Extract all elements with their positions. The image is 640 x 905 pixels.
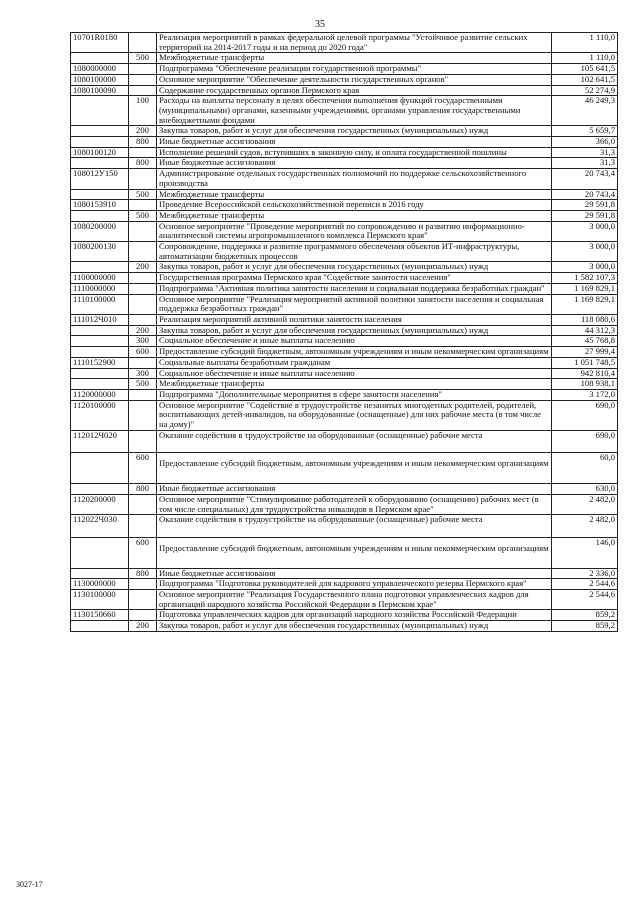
amount: 942 810,4 (552, 368, 618, 379)
target-article-code (71, 568, 129, 579)
item-name: Межбюджетные трансферты (157, 189, 552, 200)
table-row (71, 242, 618, 262)
target-article-code: 112022Ч030 (71, 515, 129, 538)
table-row (71, 515, 618, 538)
expense-type-code (129, 579, 157, 590)
item-name: Оказание содействия в трудоустройстве на оборудованные (оснащенные) рабочие места (157, 430, 552, 453)
amount: 1 110,0 (552, 53, 618, 64)
amount: 859,2 (552, 610, 618, 621)
table-row (71, 368, 618, 379)
expense-type-code: 200 (129, 262, 157, 273)
amount: 1 169 829,1 (552, 294, 618, 314)
target-article-code (71, 484, 129, 495)
amount: 29 591,8 (552, 200, 618, 211)
amount: 27 999,4 (552, 347, 618, 358)
amount: 690,0 (552, 400, 618, 430)
item-name: Сопровождение, поддержка и развитие программного обеспечения объектов ИТ-инфраструктуры, автоматизации бюджетных процессов (157, 242, 552, 262)
amount: 1 169 829,1 (552, 283, 618, 294)
expense-type-code (129, 610, 157, 621)
target-article-code: 1130000000 (71, 579, 129, 590)
item-name: Предоставление субсидий бюджетным, автономным учреждениям и иным некоммерческим организациям (157, 347, 552, 358)
target-article-code (71, 621, 129, 632)
expense-type-code: 100 (129, 96, 157, 126)
target-article-code (71, 537, 129, 568)
amount: 102 641,5 (552, 74, 618, 85)
target-article-code: 1080153910 (71, 200, 129, 211)
item-name: Подпрограмма "Дополнительные мероприятия в сфере занятости населения" (157, 389, 552, 400)
expense-type-code (129, 33, 157, 53)
item-name: Межбюджетные трансферты (157, 379, 552, 390)
amount: 690,0 (552, 430, 618, 453)
table-row (71, 610, 618, 621)
expense-type-code: 500 (129, 53, 157, 64)
item-name: Закупка товаров, работ и услуг для обеспечения государственных (муниципальных) нужд (157, 126, 552, 137)
target-article-code (71, 210, 129, 221)
expense-type-code (129, 357, 157, 368)
expense-type-code: 800 (129, 158, 157, 169)
table-row (71, 74, 618, 85)
table-row (71, 347, 618, 358)
expense-type-code (129, 494, 157, 514)
target-article-code: 1110152900 (71, 357, 129, 368)
table-row (71, 590, 618, 610)
amount: 5 659,7 (552, 126, 618, 137)
expense-type-code: 500 (129, 210, 157, 221)
table-row (71, 621, 618, 632)
amount: 118 080,6 (552, 314, 618, 325)
amount: 20 743,4 (552, 189, 618, 200)
item-name: Межбюджетные трансферты (157, 53, 552, 64)
expense-type-code (129, 74, 157, 85)
target-article-code: 1080200130 (71, 242, 129, 262)
item-name: Закупка товаров, работ и услуг для обеспечения государственных (муниципальных) нужд (157, 621, 552, 632)
budget-table (70, 32, 618, 632)
table-row (71, 262, 618, 273)
item-name: Основное мероприятие "Проведение мероприятий по сопровождению и развитию информационно-аналитической системы агропромышленного комплекса Пермского края" (157, 221, 552, 241)
expense-type-code (129, 221, 157, 241)
amount: 1 051 748,5 (552, 357, 618, 368)
target-article-code: 1110100000 (71, 294, 129, 314)
item-name: Предоставление субсидий бюджетным, автономным учреждениям и иным некоммерческим организациям (157, 537, 552, 568)
amount: 44 312,3 (552, 325, 618, 336)
target-article-code (71, 126, 129, 137)
amount: 3 000,0 (552, 221, 618, 241)
table-row (71, 484, 618, 495)
item-name: Проведение Всероссийской сельскохозяйственной переписи в 2016 году (157, 200, 552, 211)
table-row (71, 169, 618, 189)
item-name: Расходы на выплаты персоналу в целях обеспечения выполнения функций государственными (муниципальными) органами, казенными учреждениями, органами управления государственными внебюджетными фондами (157, 96, 552, 126)
amount: 3 000,0 (552, 242, 618, 262)
amount: 60,0 (552, 453, 618, 484)
target-article-code: 1120200000 (71, 494, 129, 514)
table-row (71, 294, 618, 314)
table-row (71, 85, 618, 96)
amount: 859,2 (552, 621, 618, 632)
table-row (71, 147, 618, 158)
amount: 1 110,0 (552, 33, 618, 53)
target-article-code: 1080100000 (71, 74, 129, 85)
amount: 29 591,8 (552, 210, 618, 221)
item-name: Предоставление субсидий бюджетным, автономным учреждениям и иным некоммерческим организациям (157, 453, 552, 484)
expense-type-code (129, 242, 157, 262)
target-article-code: 1120100000 (71, 400, 129, 430)
expense-type-code: 200 (129, 126, 157, 137)
target-article-code (71, 347, 129, 358)
item-name: Иные бюджетные ассигнования (157, 158, 552, 169)
expense-type-code: 300 (129, 368, 157, 379)
target-article-code: 108012У150 (71, 169, 129, 189)
item-name: Исполнение решений судов, вступивших в законную силу, и оплата государственной пошлины (157, 147, 552, 158)
item-name: Иные бюджетные ассигнования (157, 137, 552, 148)
amount: 366,0 (552, 137, 618, 148)
expense-type-code (129, 515, 157, 538)
amount: 31,3 (552, 158, 618, 169)
table-row (71, 453, 618, 484)
item-name: Закупка товаров, работ и услуг для обеспечения государственных (муниципальных) нужд (157, 325, 552, 336)
amount: 2 336,0 (552, 568, 618, 579)
amount: 3 172,0 (552, 389, 618, 400)
expense-type-code: 600 (129, 537, 157, 568)
amount: 2 544,6 (552, 579, 618, 590)
target-article-code: 1130150660 (71, 610, 129, 621)
target-article-code: 1120000000 (71, 389, 129, 400)
target-article-code (71, 453, 129, 484)
amount: 20 743,4 (552, 169, 618, 189)
table-row (71, 357, 618, 368)
expense-type-code (129, 400, 157, 430)
amount: 2 482,0 (552, 515, 618, 538)
expense-type-code: 800 (129, 484, 157, 495)
table-row (71, 336, 618, 347)
expense-type-code (129, 85, 157, 96)
amount: 45 768,8 (552, 336, 618, 347)
item-name: Содержание государственных органов Пермского края (157, 85, 552, 96)
target-article-code: 112012Ч020 (71, 430, 129, 453)
table-row (71, 494, 618, 514)
target-article-code: 1110000000 (71, 283, 129, 294)
expense-type-code (129, 430, 157, 453)
item-name: Подпрограмма "Обеспечение реализации государственной программы" (157, 64, 552, 75)
page-number: 35 (315, 19, 325, 30)
item-name: Реализация мероприятий в рамках федеральной целевой программы "Устойчивое развитие сельских территорий на 2014-2017 годы и на период до 2020 года" (157, 33, 552, 53)
expense-type-code: 600 (129, 453, 157, 484)
item-name: Подготовка управленческих кадров для организаций народного хозяйства Российской Федерации (157, 610, 552, 621)
target-article-code: 1080100120 (71, 147, 129, 158)
table-row (71, 96, 618, 126)
target-article-code: 111012Ч010 (71, 314, 129, 325)
table-row (71, 537, 618, 568)
target-article-code (71, 137, 129, 148)
amount: 52 274,9 (552, 85, 618, 96)
target-article-code (71, 262, 129, 273)
item-name: Администрирование отдельных государственных полномочий по поддержке сельскохозяйственного производства (157, 169, 552, 189)
target-article-code (71, 53, 129, 64)
expense-type-code (129, 294, 157, 314)
table-row (71, 210, 618, 221)
table-row (71, 314, 618, 325)
table-row (71, 53, 618, 64)
item-name: Подпрограмма "Подготовка руководителей для кадрового управленческого резерва Пермского края" (157, 579, 552, 590)
amount: 1 582 107,3 (552, 273, 618, 284)
expense-type-code: 800 (129, 137, 157, 148)
item-name: Социальное обеспечение и иные выплаты населению (157, 336, 552, 347)
table-row (71, 389, 618, 400)
expense-type-code (129, 389, 157, 400)
target-article-code: 10701R0180 (71, 33, 129, 53)
target-article-code: 1080100090 (71, 85, 129, 96)
item-name: Социальные выплаты безработным гражданам (157, 357, 552, 368)
table-row (71, 283, 618, 294)
expense-type-code: 300 (129, 336, 157, 347)
expense-type-code (129, 590, 157, 610)
item-name: Основное мероприятие "Реализация мероприятий активной политики занятости населения и социальная поддержка безработных граждан" (157, 294, 552, 314)
expense-type-code: 500 (129, 189, 157, 200)
amount: 2 544,6 (552, 590, 618, 610)
expense-type-code (129, 147, 157, 158)
target-article-code (71, 189, 129, 200)
table-row (71, 137, 618, 148)
item-name: Подпрограмма "Активная политика занятости населения и социальная поддержка безработных граждан" (157, 283, 552, 294)
item-name: Основное мероприятие "Содействие в трудоустройстве незанятых многодетных родителей, родителей, воспитывающих детей-инвалидов, на оборудованные (оснащенные) для них рабочие места (в том числе на дому)" (157, 400, 552, 430)
item-name: Основное мероприятие "Реализация Государственного плана подготовки управленческих кадров для организаций народного хозяйства Российской Федерации в Пермском крае" (157, 590, 552, 610)
expense-type-code: 200 (129, 325, 157, 336)
expense-type-code: 800 (129, 568, 157, 579)
amount: 2 482,0 (552, 494, 618, 514)
item-name: Иные бюджетные ассигнования (157, 568, 552, 579)
target-article-code (71, 336, 129, 347)
table-row (71, 379, 618, 390)
target-article-code: 1080000000 (71, 64, 129, 75)
amount: 108 938,1 (552, 379, 618, 390)
item-name: Иные бюджетные ассигнования (157, 484, 552, 495)
item-name: Основное мероприятие "Стимулирование работодателей к оборудованию (оснащению) рабочих мест (в том числе специальных) для трудоустройства инвалидов в Пермском крае" (157, 494, 552, 514)
target-article-code (71, 325, 129, 336)
table-row (71, 221, 618, 241)
item-name: Основное мероприятие "Обеспечение деятельности государственных органов" (157, 74, 552, 85)
amount: 146,0 (552, 537, 618, 568)
expense-type-code (129, 314, 157, 325)
item-name: Реализация мероприятий активной политики занятости населения (157, 314, 552, 325)
table-row (71, 325, 618, 336)
amount: 630,0 (552, 484, 618, 495)
item-name: Социальное обеспечение и иные выплаты населению (157, 368, 552, 379)
table-row (71, 430, 618, 453)
document-code: 3027-17 (16, 880, 43, 889)
target-article-code (71, 368, 129, 379)
target-article-code: 1130100000 (71, 590, 129, 610)
table-row (71, 158, 618, 169)
amount: 31,3 (552, 147, 618, 158)
table-row (71, 200, 618, 211)
table-row (71, 400, 618, 430)
target-article-code (71, 158, 129, 169)
table-row (71, 579, 618, 590)
target-article-code: 1080200000 (71, 221, 129, 241)
table-row (71, 64, 618, 75)
expense-type-code: 500 (129, 379, 157, 390)
target-article-code: 1100000000 (71, 273, 129, 284)
item-name: Межбюджетные трансферты (157, 210, 552, 221)
item-name: Закупка товаров, работ и услуг для обеспечения государственных (муниципальных) нужд (157, 262, 552, 273)
target-article-code (71, 379, 129, 390)
amount: 105 641,5 (552, 64, 618, 75)
item-name: Государственная программа Пермского края "Содействие занятости населения" (157, 273, 552, 284)
expense-type-code (129, 283, 157, 294)
table-row (71, 33, 618, 53)
expense-type-code (129, 64, 157, 75)
amount: 46 249,3 (552, 96, 618, 126)
table-row (71, 568, 618, 579)
table-row (71, 273, 618, 284)
expense-type-code: 600 (129, 347, 157, 358)
table-row (71, 126, 618, 137)
expense-type-code (129, 200, 157, 211)
item-name: Оказание содействия в трудоустройстве на оборудованные (оснащенные) рабочие места (157, 515, 552, 538)
amount: 3 000,0 (552, 262, 618, 273)
table-row (71, 189, 618, 200)
expense-type-code: 200 (129, 621, 157, 632)
target-article-code (71, 96, 129, 126)
expense-type-code (129, 273, 157, 284)
expense-type-code (129, 169, 157, 189)
